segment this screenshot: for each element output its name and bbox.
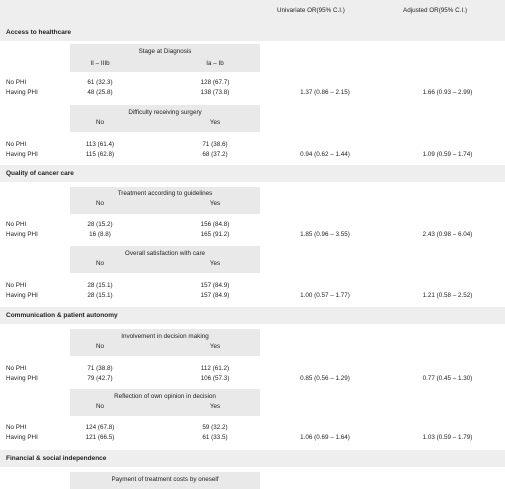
row-label: Having PHI: [6, 231, 38, 238]
cell-c1: 79 (42.7): [87, 375, 113, 382]
cell-univariate: 1.85 (0.96 – 3.55): [300, 231, 350, 238]
col1-header: No: [95, 403, 105, 410]
row-label: No PHI: [6, 424, 27, 431]
col2-header: Yes: [209, 119, 221, 126]
block-title: Overall satisfaction with care: [124, 250, 206, 257]
cell-c2: 157 (84.9): [200, 292, 230, 299]
cell-c2: 106 (57.3): [200, 375, 230, 382]
col2-header: Yes: [209, 343, 221, 350]
cell-c1: 115 (62.8): [85, 151, 115, 158]
cell-c2: 59 (32.2): [202, 424, 228, 431]
cell-c1: 28 (15.1): [87, 282, 113, 289]
cell-c2: 157 (84.9): [200, 282, 230, 289]
row-label: No PHI: [6, 79, 27, 86]
row-label: No PHI: [6, 141, 27, 148]
col1-header: No: [95, 260, 105, 267]
cell-c1: 113 (61.4): [85, 141, 115, 148]
cell-adjusted: 0.77 (0.45 – 1.30): [422, 375, 473, 382]
section-financial: Financial & social independence: [0, 450, 505, 467]
cell-c2: 156 (84.8): [200, 221, 230, 228]
adjusted-header: Adjusted OR(95% C.I.): [403, 7, 468, 14]
cell-adjusted: 1.09 (0.59 – 1.74): [422, 151, 473, 158]
cell-c1: 16 (8.8): [89, 231, 111, 238]
cell-univariate: 1.00 (0.57 – 1.77): [300, 292, 350, 299]
row-label: No PHI: [6, 282, 27, 289]
col1-header: No: [95, 200, 105, 207]
cell-c1: 48 (25.8): [87, 89, 113, 96]
row-label: No PHI: [6, 221, 27, 228]
cell-c1: 28 (15.2): [87, 221, 113, 228]
cell-c2: 112 (61.2): [200, 365, 230, 372]
cell-univariate: 1.06 (0.69 – 1.64): [300, 434, 350, 441]
cell-c1: 124 (67.8): [85, 424, 115, 431]
row-label: No PHI: [6, 365, 27, 372]
row-label: Having PHI: [6, 292, 38, 299]
cell-c1: 61 (32.3): [87, 79, 113, 86]
section-communication: Communication & patient autonomy: [0, 307, 505, 324]
row-label: Having PHI: [6, 375, 38, 382]
cell-adjusted: 1.03 (0.59 – 1.79): [422, 434, 473, 441]
block-title: Involvement in decision making: [121, 333, 209, 340]
cell-c2: 71 (38.6): [202, 141, 228, 148]
col2-header: Ia – Ib: [206, 60, 224, 67]
row-label: Having PHI: [6, 89, 38, 96]
cell-c2: 165 (91.2): [200, 231, 230, 238]
univariate-header: Univariate OR(95% C.I.): [277, 7, 345, 14]
block-title: Reflection of own opinion in decision: [114, 393, 216, 400]
col1-header: No: [95, 343, 105, 350]
block-title: Treatment according to guidelines: [117, 190, 213, 197]
col1-header: II – IIIb: [90, 60, 110, 67]
row-label: Having PHI: [6, 434, 38, 441]
col2-header: Yes: [209, 200, 221, 207]
cell-c2: 128 (67.7): [200, 79, 230, 86]
col2-header: Yes: [209, 260, 221, 267]
cell-c2: 61 (33.5): [202, 434, 228, 441]
cell-c1: 28 (15.1): [87, 292, 113, 299]
block-title: Difficulty receiving surgery: [128, 109, 202, 116]
cell-c1: 71 (38.8): [87, 365, 113, 372]
col1-header: No: [95, 119, 105, 126]
block-title: Stage at Diagnosis: [138, 48, 192, 55]
cell-c1: 121 (66.5): [85, 434, 115, 441]
cell-univariate: 0.94 (0.62 – 1.44): [300, 151, 350, 158]
col2-header: Yes: [209, 403, 221, 410]
cell-univariate: 0.85 (0.56 – 1.29): [300, 375, 350, 382]
section-access: Access to healthcare: [0, 24, 505, 41]
block-title: Payment of treatment costs by oneself: [111, 476, 219, 483]
row-label: Having PHI: [6, 151, 38, 158]
cell-c2: 138 (73.8): [200, 89, 230, 96]
cell-c2: 68 (37.2): [202, 151, 228, 158]
cell-adjusted: 1.21 (0.58 – 2.52): [422, 292, 473, 299]
cell-univariate: 1.37 (0.86 – 2.15): [300, 89, 350, 96]
cell-adjusted: 1.66 (0.93 – 2.99): [422, 89, 473, 96]
cell-adjusted: 2.43 (0.98 – 6.04): [422, 231, 473, 238]
section-quality: Quality of cancer care: [0, 165, 505, 182]
